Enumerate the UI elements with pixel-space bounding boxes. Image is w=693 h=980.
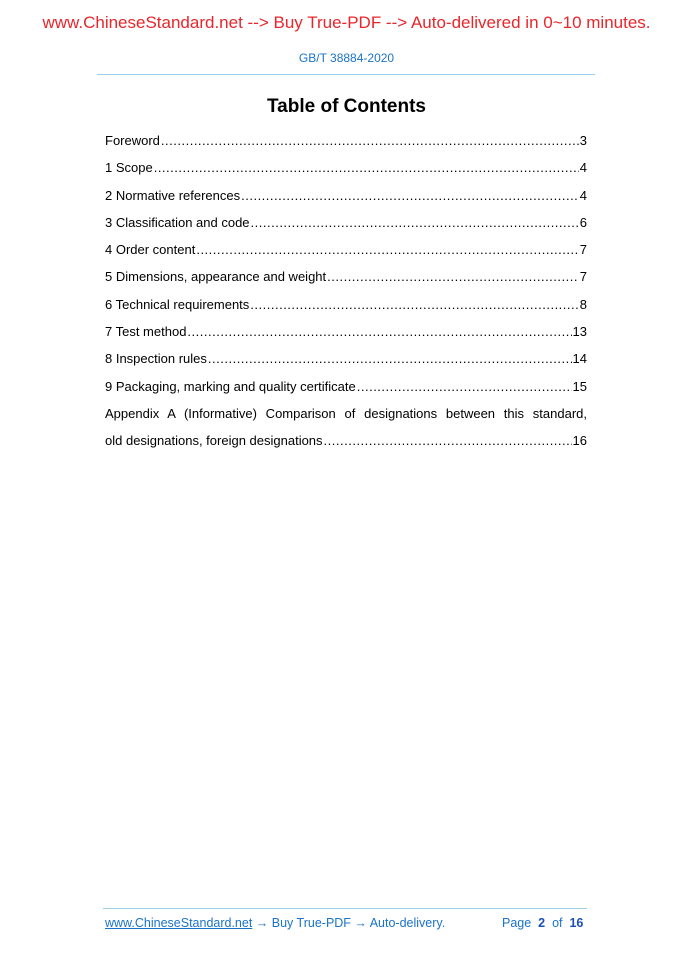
- toc-leader-dots: [208, 345, 572, 372]
- footer-promo-text: → Buy True-PDF → Auto-delivery.: [252, 916, 446, 930]
- toc-leader-dots: [251, 209, 579, 236]
- toc-entry[interactable]: [105, 127, 587, 154]
- toc-entry[interactable]: [105, 209, 587, 236]
- toc-leader-dots: [327, 263, 579, 290]
- toc-entry-label: old designations, foreign designations: [105, 433, 323, 449]
- toc-entry-page: 6: [579, 214, 587, 230]
- page-word: Page: [502, 916, 532, 930]
- toc-entry-label: 9 Packaging, marking and quality certificate: [105, 378, 356, 394]
- toc-entry[interactable]: [105, 373, 587, 400]
- toc-entry-appendix[interactable]: [105, 427, 587, 454]
- toc-entry[interactable]: [105, 263, 587, 290]
- toc-entry-page: 4: [579, 187, 587, 203]
- toc-entry-label: 1 Scope: [105, 160, 153, 176]
- toc-entry-label: 8 Inspection rules: [105, 351, 207, 367]
- table-of-contents: [105, 127, 587, 455]
- toc-entry-page: 7: [579, 269, 587, 285]
- page-current: 2: [538, 916, 546, 930]
- document-code: GB/T 38884-2020: [298, 51, 395, 65]
- toc-entry[interactable]: [105, 291, 587, 318]
- toc-entry-label: 4 Order content: [105, 242, 196, 258]
- toc-entry-page: 15: [572, 378, 587, 394]
- toc-leader-dots: [241, 182, 579, 209]
- toc-entry-label: 5 Dimensions, appearance and weight: [105, 269, 327, 285]
- footer-divider: [103, 908, 587, 909]
- toc-entry-page: 8: [579, 296, 587, 312]
- promo-banner[interactable]: www.ChineseStandard.net --> Buy True-PDF --> Auto-delivered in 0~10 minutes.: [42, 13, 651, 32]
- page-total: 16: [569, 916, 584, 930]
- toc-entry-page: 4: [579, 160, 587, 176]
- toc-entry[interactable]: [105, 318, 587, 345]
- toc-entry-label: 7 Test method: [105, 324, 187, 340]
- toc-entry[interactable]: [105, 345, 587, 372]
- toc-leader-dots: [161, 127, 579, 154]
- toc-entry[interactable]: [105, 236, 587, 263]
- toc-entry[interactable]: [105, 154, 587, 181]
- toc-entry-page: 16: [572, 433, 587, 449]
- toc-leader-dots: [196, 236, 578, 263]
- toc-leader-dots: [324, 427, 572, 454]
- toc-entry-label: 2 Normative references: [105, 187, 241, 203]
- toc-entry-appendix-line1[interactable]: Appendix A (Informative) Comparison of designations between this standard,: [105, 405, 587, 421]
- toc-leader-dots: [250, 291, 578, 318]
- toc-leader-dots: [357, 373, 572, 400]
- toc-entry-page: 7: [579, 242, 587, 258]
- toc-title: Table of Contents: [266, 96, 427, 117]
- toc-entry-page: 14: [572, 351, 587, 367]
- footer-promo: [105, 916, 445, 930]
- toc-entry-label: 3 Classification and code: [105, 214, 250, 230]
- page-of: of: [552, 916, 563, 930]
- toc-entry[interactable]: [105, 182, 587, 209]
- toc-leader-dots: [187, 318, 571, 345]
- toc-entry-label: 6 Technical requirements: [105, 296, 250, 312]
- toc-entry-page: 13: [572, 324, 587, 340]
- page-number: [502, 916, 583, 930]
- footer-link[interactable]: www.ChineseStandard.net: [105, 916, 253, 930]
- toc-entry-label: Foreword: [105, 133, 160, 148]
- header-divider: [97, 74, 595, 75]
- toc-leader-dots: [154, 154, 579, 181]
- toc-entry-page: 3: [579, 133, 587, 148]
